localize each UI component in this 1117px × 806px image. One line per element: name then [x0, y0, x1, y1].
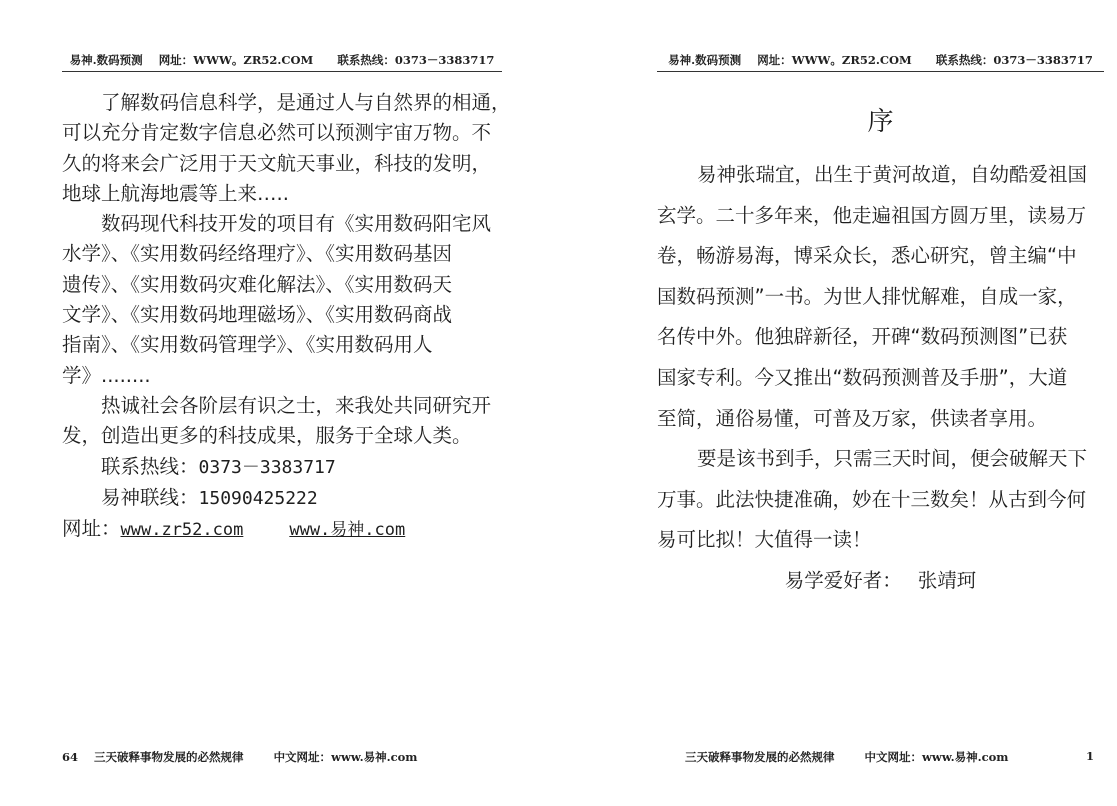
header-hotline-label: 联系热线： — [337, 53, 395, 67]
body-text — [62, 88, 511, 545]
header-site: WWW。ZR52.COM — [791, 53, 912, 67]
text-line: 易神张瑞宜，出生于黄河故道，自幼酷爱祖国 — [697, 163, 1088, 186]
text-line: 国数码预测”一书。为世人排忧解难，自成一家， — [657, 284, 1077, 308]
footer-site: www.易神.com — [922, 750, 1009, 764]
footer-book-title: 三天破释事物发展的必然规律 — [94, 750, 244, 764]
text-line: 遗传》、《实用数码灾难化解法》、《实用数码天 — [62, 272, 453, 296]
text-line: 至简，通俗易懂，可普及万家，供读者享用。 — [657, 406, 1048, 430]
signature-name: 张靖珂 — [917, 568, 977, 592]
header-rule — [62, 71, 502, 72]
header-hotline: 0373－3383717 — [993, 53, 1093, 67]
contact-mobile-value: 15090425222 — [198, 487, 318, 509]
signature-label: 易学爱好者： — [784, 568, 902, 592]
header-hotline-label: 联系热线： — [935, 53, 994, 67]
preface-title: 序 — [867, 107, 894, 137]
text-line: 指南》、《实用数码管理学》、《实用数码用人 — [62, 333, 433, 357]
contact-mobile-label: 易神联线： — [101, 485, 199, 509]
paragraph-recommendation — [657, 439, 1104, 561]
header-site-label: 网址： — [158, 53, 194, 67]
text-line: 地球上航海地震等上来….. — [62, 181, 289, 205]
text-line: 国家专利。今又推出“数码预测普及手册”，大道 — [657, 365, 1068, 389]
text-line: 了解数码信息科学，是通过人与自然界的相通， — [101, 91, 511, 114]
text-line: 可以充分肯定数字信息必然可以预测宇宙万物。不 — [62, 121, 492, 145]
website-link-zr52[interactable]: www.zr52.com — [120, 520, 244, 541]
right-page — [657, 0, 1104, 806]
body-text — [657, 155, 1104, 602]
header-site: WWW。ZR52.COM — [193, 53, 314, 67]
text-line: 要是该书到手，只需三天时间，便会破解天下 — [697, 447, 1088, 471]
text-line: 学》........ — [62, 363, 151, 387]
footer-site-label: 中文网址： — [273, 750, 332, 764]
header-rule — [657, 71, 1104, 72]
paragraph-intro — [62, 88, 511, 209]
text-line: 发，创造出更多的科技成果，服务于全球人类。 — [62, 424, 472, 448]
footer-site-label: 中文网址： — [864, 750, 923, 764]
page-number: 1 — [1085, 749, 1094, 763]
page-number: 64 — [62, 750, 79, 764]
website-line — [62, 514, 502, 545]
signature — [657, 561, 1104, 602]
text-line: 卷，畅游易海，博采众长，悉心研究，曾主编“中 — [657, 244, 1077, 268]
header-hotline: 0373－3383717 — [394, 53, 495, 67]
header-brand: 易神.数码预测 — [668, 53, 742, 67]
running-header — [657, 52, 1104, 68]
running-header — [62, 52, 502, 68]
text-line: 水学》、《实用数码经络理疗》、《实用数码基因 — [62, 242, 453, 266]
header-brand: 易神.数码预测 — [69, 53, 143, 67]
text-line: 万事。此法快捷准确，妙在十三数矣！从古到今何 — [657, 487, 1087, 511]
footer-book-title: 三天破释事物发展的必然规律 — [685, 750, 835, 764]
left-page — [62, 0, 511, 806]
footer-site: www.易神.com — [331, 750, 418, 764]
running-footer — [62, 749, 502, 765]
website-link-yishen[interactable]: www.易神.com — [289, 520, 406, 541]
text-line: 热诚社会各阶层有识之士，来我处共同研究开 — [101, 393, 492, 417]
text-line: 数码现代科技开发的项目有《实用数码阳宅风 — [101, 212, 492, 236]
header-site-label: 网址： — [757, 53, 792, 67]
text-line: 名传中外。他独辟新径，开碑“数码预测图”已获 — [657, 325, 1068, 349]
website-label: 网址： — [62, 517, 121, 541]
contact-mobile — [62, 483, 502, 514]
contact-hotline-label: 联系热线： — [101, 454, 199, 478]
running-footer — [657, 749, 1104, 765]
text-line: 玄学。二十多年来，他走遍祖国方圆万里，读易万 — [657, 203, 1087, 227]
text-line: 文学》、《实用数码地理磁场》、《实用数码商战 — [62, 303, 453, 327]
text-line: 久的将来会广泛用于天文航天事业，科技的发明， — [62, 151, 492, 175]
paragraph-invitation — [62, 391, 502, 452]
contact-hotline-value: 0373－3383717 — [198, 456, 336, 478]
contact-hotline — [62, 452, 502, 483]
paragraph-biography — [657, 155, 1104, 439]
text-line: 易可比拟！大值得一读！ — [657, 528, 872, 552]
paragraph-projects — [62, 209, 502, 391]
